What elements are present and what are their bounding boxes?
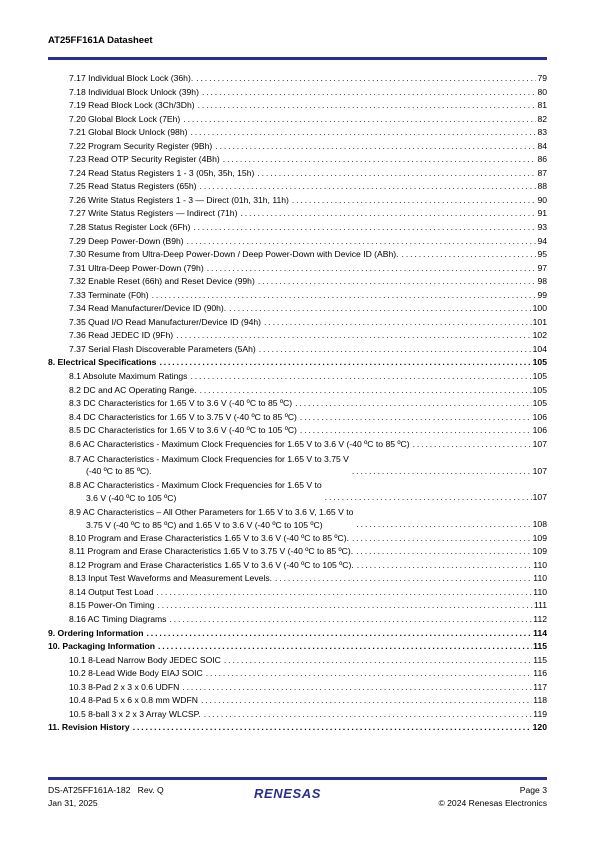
toc-entry[interactable] bbox=[48, 99, 547, 113]
toc-entry-page: 97 bbox=[537, 262, 547, 273]
toc-entry-page: 90 bbox=[537, 194, 547, 205]
toc-entry-page: 107 bbox=[532, 465, 547, 476]
toc-entry-title: 8.1 Absolute Maximum Ratings bbox=[69, 371, 188, 382]
toc-entry[interactable] bbox=[48, 329, 547, 343]
page-number: Page 3 bbox=[519, 785, 547, 795]
dot-leader bbox=[198, 99, 537, 113]
toc-entry-title: 10.4 8-Pad 5 x 6 x 0.8 mm WDFN bbox=[69, 695, 198, 706]
toc-entry-title bbox=[69, 506, 353, 532]
toc-entry[interactable] bbox=[48, 451, 547, 478]
toc-entry-page: 120 bbox=[532, 722, 547, 733]
toc-entry-page: 100 bbox=[532, 303, 547, 314]
toc-entry[interactable] bbox=[48, 532, 547, 546]
dot-leader bbox=[190, 370, 531, 384]
toc-entry-title-continuation: 3.6 V (-40 ºC to 105 ºC) bbox=[86, 493, 177, 504]
toc-entry-page: 119 bbox=[533, 708, 547, 719]
toc-entry-title: 7.25 Read Status Registers (65h) bbox=[69, 181, 197, 192]
toc-entry-title: 7.33 Terminate (F0h) bbox=[69, 289, 149, 300]
dot-leader bbox=[292, 194, 537, 208]
toc-entry-page: 91 bbox=[537, 208, 547, 219]
dot-leader bbox=[169, 613, 532, 627]
toc-entry[interactable] bbox=[48, 316, 547, 330]
toc-entry[interactable] bbox=[48, 411, 547, 425]
toc-entry-title: 7.34 Read Manufacturer/Device ID (90h). bbox=[69, 303, 227, 314]
toc-entry-title: 7.35 Quad I/O Read Manufacturer/Device ID (94h) bbox=[69, 316, 262, 327]
toc-entry-title: 7.17 Individual Block Lock (36h). bbox=[69, 73, 194, 83]
dot-leader bbox=[187, 235, 537, 249]
dot-leader bbox=[190, 126, 536, 140]
toc-entry-title: 10.1 8-Lead Narrow Body JEDEC SOIC bbox=[69, 654, 221, 665]
header-rule bbox=[48, 57, 547, 60]
toc-entry[interactable] bbox=[48, 708, 547, 722]
toc-entry-title: 8.13 Input Test Waveforms and Measurement Levels. bbox=[69, 573, 273, 584]
toc-entry-page: 102 bbox=[532, 330, 547, 341]
toc-entry-title: 8.3 DC Characteristics for 1.65 V to 3.6 V (-40 ºC to 85 ºC) bbox=[69, 398, 293, 409]
toc-entry[interactable] bbox=[48, 167, 547, 181]
dot-leader bbox=[204, 708, 533, 722]
dot-leader bbox=[356, 545, 532, 559]
toc-entry-page: 118 bbox=[533, 695, 547, 706]
toc-entry[interactable] bbox=[48, 370, 547, 384]
toc-entry[interactable] bbox=[48, 627, 547, 641]
footer-left bbox=[48, 784, 164, 809]
dot-leader bbox=[259, 343, 532, 357]
toc-entry[interactable] bbox=[48, 86, 547, 100]
toc-entry-page: 117 bbox=[533, 681, 547, 692]
toc-entry-title: 7.23 Read OTP Security Register (4Bh) bbox=[69, 154, 220, 165]
dot-leader bbox=[156, 586, 532, 600]
dot-leader bbox=[159, 356, 531, 370]
toc-entry-title: 8.11 Program and Erase Characteristics 1.65 V to 3.75 V (-40 ºC to 85 ºC). bbox=[69, 546, 354, 557]
toc-entry[interactable] bbox=[48, 343, 547, 357]
toc-entry-page: 83 bbox=[537, 127, 547, 138]
toc-entry-page: 108 bbox=[532, 519, 547, 530]
toc-entry-title: 8.4 DC Characteristics for 1.65 V to 3.75 V (-40 ºC to 85 ºC) bbox=[69, 411, 297, 422]
toc-entry-page: 110 bbox=[533, 573, 547, 584]
toc-entry-title: 8.6 AC Characteristics - Maximum Clock Frequencies for 1.65 V to 3.6 V (-40 ºC to 85 ºC) bbox=[69, 438, 410, 449]
dot-leader bbox=[275, 572, 532, 586]
toc-entry-title: 7.22 Program Security Register (9Bh) bbox=[69, 140, 213, 151]
dot-leader bbox=[200, 384, 532, 398]
dot-leader bbox=[196, 72, 536, 86]
toc-entry[interactable] bbox=[48, 384, 547, 398]
toc-entry-page: 104 bbox=[532, 343, 547, 354]
toc-entry[interactable] bbox=[48, 194, 547, 208]
toc-entry-title: 7.21 Global Block Unlock (98h) bbox=[69, 127, 188, 138]
toc-entry-title-continuation: (-40 ºC to 85 ºC). bbox=[86, 466, 152, 477]
toc-entry-page: 115 bbox=[533, 654, 547, 665]
toc-entry-page: 106 bbox=[532, 425, 547, 436]
toc-entry-title-line: 8.8 AC Characteristics - Maximum Clock Frequencies for 1.65 V to bbox=[69, 480, 322, 491]
footer-rule bbox=[48, 777, 547, 780]
toc-entry-title: 7.26 Write Status Registers 1 - 3 — Direct (01h, 31h, 11h) bbox=[69, 194, 289, 205]
renesas-logo bbox=[254, 786, 321, 801]
toc-entry[interactable] bbox=[48, 140, 547, 154]
dot-leader bbox=[215, 140, 536, 154]
dot-leader bbox=[147, 627, 533, 641]
toc-entry[interactable] bbox=[48, 113, 547, 127]
toc-entry-title: 7.31 Ultra-Deep Power-Down (79h) bbox=[69, 262, 204, 273]
toc-entry-page: 93 bbox=[537, 222, 547, 233]
dot-leader bbox=[158, 640, 532, 654]
toc-entry-title: 7.18 Individual Block Unlock (39h) bbox=[69, 86, 199, 97]
toc-entry[interactable] bbox=[48, 221, 547, 235]
toc-entry-page: 105 bbox=[532, 357, 547, 368]
toc-entry-title: 10. Packaging Information bbox=[48, 641, 155, 652]
dot-leader bbox=[300, 424, 532, 438]
toc-entry-page: 109 bbox=[532, 546, 547, 557]
toc-entry[interactable] bbox=[48, 248, 547, 262]
toc-entry-title: 8.14 Output Test Load bbox=[69, 586, 154, 597]
dot-leader bbox=[223, 153, 537, 167]
toc-entry-title bbox=[69, 453, 349, 479]
toc-entry-page: 114 bbox=[533, 627, 547, 638]
toc-entry-title: 8.2 DC and AC Operating Range. bbox=[69, 384, 197, 395]
toc-entry-title: 7.28 Status Register Lock (6Fh) bbox=[69, 222, 191, 233]
toc-entry[interactable] bbox=[48, 235, 547, 249]
toc-entry[interactable] bbox=[48, 613, 547, 627]
toc-entry-title-line: 8.9 AC Characteristics – All Other Parameters for 1.65 V to 3.6 V, 1.65 V to bbox=[69, 507, 354, 518]
toc-entry[interactable] bbox=[48, 721, 547, 735]
document-title: AT25FF161A Datasheet bbox=[48, 35, 153, 46]
document-date: Jan 31, 2025 bbox=[48, 797, 98, 808]
dot-leader bbox=[295, 397, 532, 411]
toc-entry-title bbox=[69, 479, 322, 505]
toc-entry-title-line: 8.7 AC Characteristics - Maximum Clock Frequencies for 1.65 V to 3.75 V bbox=[69, 453, 349, 464]
toc-entry-title: 10.3 8-Pad 2 x 3 x 0.6 UDFN bbox=[69, 681, 180, 692]
toc-entry-page: 80 bbox=[537, 86, 547, 97]
toc-entry-page: 115 bbox=[533, 641, 547, 652]
dot-leader bbox=[207, 262, 537, 276]
toc-entry[interactable] bbox=[48, 681, 547, 695]
toc-entry[interactable] bbox=[48, 694, 547, 708]
dot-leader bbox=[193, 221, 536, 235]
toc-entry[interactable] bbox=[48, 572, 547, 586]
toc-entry-title: 7.20 Global Block Lock (7Eh) bbox=[69, 113, 181, 124]
toc-entry-title: 7.19 Read Block Lock (3Ch/3Dh) bbox=[69, 100, 195, 111]
toc-entry-title: 8. Electrical Specifications bbox=[48, 357, 157, 368]
toc-entry[interactable] bbox=[48, 654, 547, 668]
table-of-contents bbox=[48, 72, 547, 735]
toc-entry-title: 8.16 AC Timing Diagrams bbox=[69, 613, 167, 624]
dot-leader bbox=[206, 667, 533, 681]
toc-entry-page: 111 bbox=[533, 600, 547, 611]
toc-entry-page: 107 bbox=[532, 492, 547, 503]
toc-entry[interactable] bbox=[48, 262, 547, 276]
dot-leader bbox=[202, 86, 537, 100]
toc-entry[interactable] bbox=[48, 289, 547, 303]
dot-leader bbox=[133, 721, 532, 735]
toc-entry-title: 7.30 Resume from Ultra-Deep Power-Down / Deep Power-Down with Device ID (ABh). bbox=[69, 249, 399, 260]
dot-leader bbox=[352, 532, 532, 546]
toc-entry[interactable] bbox=[48, 424, 547, 438]
dot-leader bbox=[352, 465, 532, 479]
toc-entry-page: 109 bbox=[532, 532, 547, 543]
copyright-text: © 2024 Renesas Electronics bbox=[438, 797, 547, 808]
toc-entry-page: 94 bbox=[537, 235, 547, 246]
dot-leader bbox=[356, 518, 531, 532]
toc-entry-page: 87 bbox=[537, 167, 547, 178]
toc-entry-page: 105 bbox=[532, 384, 547, 395]
toc-entry[interactable] bbox=[48, 599, 547, 613]
toc-entry[interactable] bbox=[48, 72, 547, 86]
toc-entry-page: 110 bbox=[533, 559, 547, 570]
toc-entry-title: 7.27 Write Status Registers — Indirect (71h) bbox=[69, 208, 238, 219]
toc-entry-title: 7.32 Enable Reset (66h) and Reset Device (99h) bbox=[69, 276, 255, 287]
toc-entry-title-continuation: 3.75 V (-40 ºC to 85 ºC) and 1.65 V to 3.6 V (-40 ºC to 105 ºC) bbox=[86, 519, 323, 530]
toc-entry-page: 107 bbox=[532, 438, 547, 449]
logo-text: RENESAS bbox=[254, 786, 322, 801]
toc-entry-title: 10.2 8-Lead Wide Body EIAJ SOIC bbox=[69, 668, 203, 679]
toc-entry-page: 106 bbox=[532, 411, 547, 422]
toc-entry[interactable] bbox=[48, 302, 547, 316]
toc-entry-page: 86 bbox=[537, 154, 547, 165]
dot-leader bbox=[258, 275, 537, 289]
toc-entry-title: 8.15 Power-On Timing bbox=[69, 600, 155, 611]
toc-entry[interactable] bbox=[48, 126, 547, 140]
toc-entry-title: 7.36 Read JEDEC ID (9Fh) bbox=[69, 330, 174, 341]
toc-entry[interactable] bbox=[48, 505, 547, 532]
toc-entry[interactable] bbox=[48, 438, 547, 452]
toc-entry-title: 8.5 DC Characteristics for 1.65 V to 3.6 V (-40 ºC to 105 ºC) bbox=[69, 425, 297, 436]
dot-leader bbox=[201, 694, 532, 708]
toc-entry[interactable] bbox=[48, 586, 547, 600]
dot-leader bbox=[300, 411, 532, 425]
dot-leader bbox=[200, 180, 537, 194]
toc-entry-title: 8.10 Program and Erase Characteristics 1.65 V to 3.6 V (-40 ºC to 85 ºC). bbox=[69, 532, 349, 543]
dot-leader bbox=[240, 207, 536, 221]
toc-entry-page: 81 bbox=[537, 100, 547, 111]
toc-entry-title: 7.37 Serial Flash Discoverable Parameters (5Ah) bbox=[69, 343, 256, 354]
toc-entry-page: 88 bbox=[537, 181, 547, 192]
toc-entry-page: 82 bbox=[537, 113, 547, 124]
toc-entry-page: 116 bbox=[533, 668, 547, 679]
dot-leader bbox=[264, 316, 532, 330]
toc-entry[interactable] bbox=[48, 397, 547, 411]
dot-leader bbox=[357, 559, 533, 573]
toc-entry[interactable] bbox=[48, 559, 547, 573]
toc-entry-page: 101 bbox=[532, 316, 547, 327]
footer-right bbox=[438, 784, 547, 809]
toc-entry-page: 105 bbox=[532, 371, 547, 382]
toc-entry[interactable] bbox=[48, 640, 547, 654]
toc-entry[interactable] bbox=[48, 275, 547, 289]
toc-entry-page: 95 bbox=[537, 249, 547, 260]
toc-entry-page: 99 bbox=[537, 289, 547, 300]
toc-entry-title: 7.29 Deep Power-Down (B9h) bbox=[69, 235, 184, 246]
toc-entry-page: 112 bbox=[533, 613, 547, 624]
toc-entry-title: 9. Ordering Information bbox=[48, 627, 144, 638]
dot-leader bbox=[224, 654, 532, 668]
dot-leader bbox=[257, 167, 536, 181]
dot-leader bbox=[158, 599, 533, 613]
toc-entry[interactable] bbox=[48, 545, 547, 559]
toc-entry[interactable] bbox=[48, 356, 547, 370]
document-id: DS-AT25FF161A-182 Rev. Q bbox=[48, 785, 164, 795]
dot-leader bbox=[152, 289, 537, 303]
dot-leader bbox=[229, 302, 532, 316]
dot-leader bbox=[325, 491, 532, 505]
toc-entry-page: 110 bbox=[533, 586, 547, 597]
dot-leader bbox=[413, 438, 532, 452]
toc-entry-page: 84 bbox=[537, 140, 547, 151]
dot-leader bbox=[182, 681, 532, 695]
toc-entry-title: 10.5 8-ball 3 x 2 x 3 Array WLCSP. bbox=[69, 708, 201, 719]
dot-leader bbox=[402, 248, 537, 262]
toc-entry[interactable] bbox=[48, 153, 547, 167]
dot-leader bbox=[176, 329, 532, 343]
toc-entry-page: 105 bbox=[532, 398, 547, 409]
toc-entry[interactable] bbox=[48, 180, 547, 194]
toc-entry-title: 8.12 Program and Erase Characteristics 1.65 V to 3.6 V (-40 ºC to 105 ºC). bbox=[69, 559, 354, 570]
toc-entry[interactable] bbox=[48, 207, 547, 221]
toc-entry[interactable] bbox=[48, 667, 547, 681]
toc-entry[interactable] bbox=[48, 478, 547, 505]
toc-entry-page: 79 bbox=[537, 73, 547, 83]
toc-entry-page: 98 bbox=[537, 276, 547, 287]
dot-leader bbox=[183, 113, 536, 127]
toc-entry-title: 11. Revision History bbox=[48, 722, 130, 733]
toc-entry-title: 7.24 Read Status Registers 1 - 3 (05h, 35h, 15h) bbox=[69, 167, 255, 178]
